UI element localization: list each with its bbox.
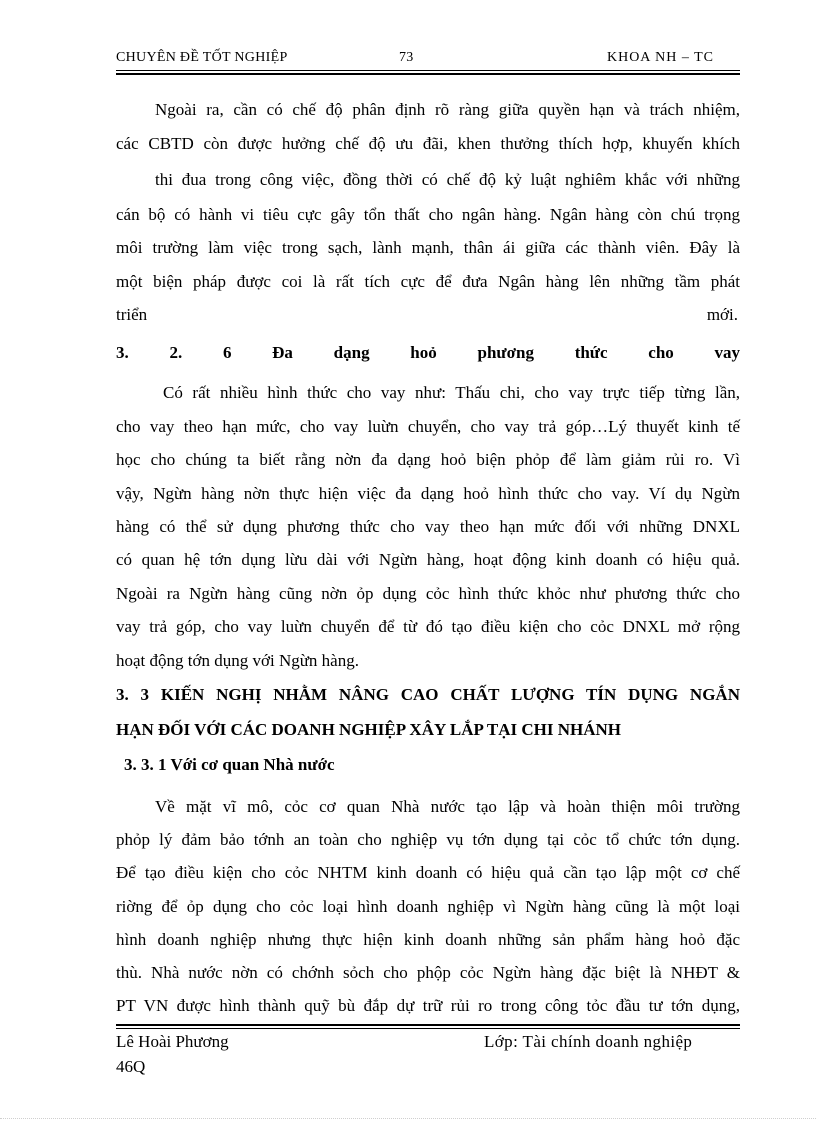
footer-class-code: 46Q bbox=[116, 1057, 146, 1076]
body-line: riờng để ỏp dụng cho cỏc loại hình doanh nghiệp vì Ngừn hàng cũng là một loại bbox=[116, 897, 740, 916]
page-bottom-dotted-edge bbox=[0, 1118, 816, 1119]
body-line: học cho chúng ta biết rằng nờn đa dạng hoỏ biện phỏp để làm giảm rủi ro. Vì bbox=[116, 450, 740, 469]
body-line: hình doanh nghiệp nhưng thực hiện kinh doanh những sản phẩm hàng hoỏ đặc bbox=[116, 930, 740, 949]
header-right: KHOA NH – TC bbox=[606, 50, 714, 65]
body-line: hàng có thể sử dụng phương thức cho vay theo hạn mức đối với những DNXL bbox=[116, 517, 740, 536]
body-line: Ngoài ra, cần có chế độ phân định rõ ràng giữa quyền hạn và trách nhiệm, bbox=[155, 100, 740, 119]
body-line: Có rất nhiều hình thức cho vay như: Thấu chi, cho vay trực tiếp từng lần, bbox=[163, 383, 740, 402]
heading-word: dạng bbox=[333, 343, 370, 362]
body-line: một biện pháp được coi là rất tích cực để đưa Ngân hàng lên những tầm phát bbox=[116, 272, 740, 291]
footer-class: Lớp: Tài chính doanh nghiệp bbox=[484, 1032, 693, 1051]
body-line: Về mặt vĩ mô, cỏc cơ quan Nhà nước tạo lập và hoàn thiện môi trường bbox=[155, 797, 740, 816]
header-rule-thick bbox=[116, 73, 740, 75]
heading-word: hoỏ bbox=[410, 343, 437, 362]
heading-word: 6 bbox=[222, 343, 232, 362]
word: mới. bbox=[706, 305, 738, 324]
body-line: cho vay theo hạn mức, cho vay luừn chuyển, cho vay trả góp…Lý thuyết kinh tế bbox=[116, 417, 740, 436]
heading-word: 3. bbox=[116, 343, 129, 362]
heading-word: vay bbox=[714, 343, 740, 362]
body-line: thù. Nhà nước nờn có chớnh sỏch cho phộp cỏc Ngừn hàng đặc biệt là NHĐT & bbox=[116, 963, 740, 982]
body-line: môi trường làm việc trong sạch, lành mạnh, thân ái giữa các thành viên. Đây là bbox=[116, 238, 740, 257]
body-line-last: hoạt động tớn dụng với Ngừn hàng. bbox=[116, 651, 359, 670]
body-line: vậy, Ngừn hàng nờn thực hiện việc đa dạng hoỏ hình thức cho vay. Ví dụ Ngừn bbox=[116, 484, 740, 503]
word: triển bbox=[116, 305, 148, 324]
heading-word: cho bbox=[648, 343, 674, 362]
body-line: cán bộ có hành vi tiêu cực gây tổn thất cho ngân hàng. Ngân hàng còn chú trọng bbox=[116, 205, 740, 224]
page-header bbox=[116, 48, 740, 70]
footer-rule-thin bbox=[116, 1028, 740, 1029]
heading-word: thức bbox=[574, 343, 608, 362]
body-line: PT VN được hình thành quỹ bù đắp dự trữ rủi ro trong công tỏc đầu tư tớn dụng, bbox=[116, 996, 740, 1015]
footer-rule-thick bbox=[116, 1024, 740, 1026]
header-rule-thin bbox=[116, 70, 740, 71]
body-line: có quan hệ tớn dụng lừu dài với Ngừn hàng, hoạt động kinh doanh có hiệu quả. bbox=[116, 550, 740, 569]
footer-author: Lê Hoài Phương bbox=[116, 1032, 229, 1051]
page-number: 73 bbox=[399, 50, 414, 65]
body-line: thi đua trong công việc, đồng thời có chế độ kỷ luật nghiêm khắc với những bbox=[155, 170, 740, 189]
heading-word: 2. bbox=[169, 343, 183, 362]
heading-word: phương bbox=[477, 343, 534, 362]
subsection-heading-3-3-1: 3. 3. 1 Với cơ quan Nhà nước bbox=[124, 755, 335, 774]
body-line: các CBTD còn được hưởng chế độ ưu đãi, khen thưởng thích hợp, khuyến khích bbox=[116, 134, 740, 153]
header-left: CHUYÊN ĐỀ TỐT NGHIỆP bbox=[116, 50, 288, 65]
heading-word: Đa bbox=[272, 343, 293, 362]
body-line: Ngoài ra Ngừn hàng cũng nờn ỏp dụng cỏc hình thức khỏc như phương thức cho bbox=[116, 584, 740, 603]
body-line: Để tạo điều kiện cho cỏc NHTM kinh doanh có hiệu quả cần tạo lập một cơ chế bbox=[116, 863, 740, 882]
body-line: phỏp lý đảm bảo tớnh an toàn cho nghiệp vụ tớn dụng tại cỏc tổ chức tớn dụng. bbox=[116, 830, 740, 849]
body-line-last bbox=[116, 305, 740, 325]
section-heading-3-3-line1: 3. 3 KIẾN NGHỊ NHẰM NÂNG CAO CHẤT LƯỢNG TÍN DỤNG NGẮN bbox=[116, 685, 740, 704]
body-line: vay trả góp, cho vay luừn chuyển để từ đó tạo điều kiện cho cỏc DNXL mở rộng bbox=[116, 617, 740, 636]
section-heading-3-3-line2: HẠN ĐỐI VỚI CÁC DOANH NGHIỆP XÂY LẮP TẠI CHI NHÁNH bbox=[116, 720, 622, 739]
section-heading-3-2-6 bbox=[116, 343, 740, 363]
